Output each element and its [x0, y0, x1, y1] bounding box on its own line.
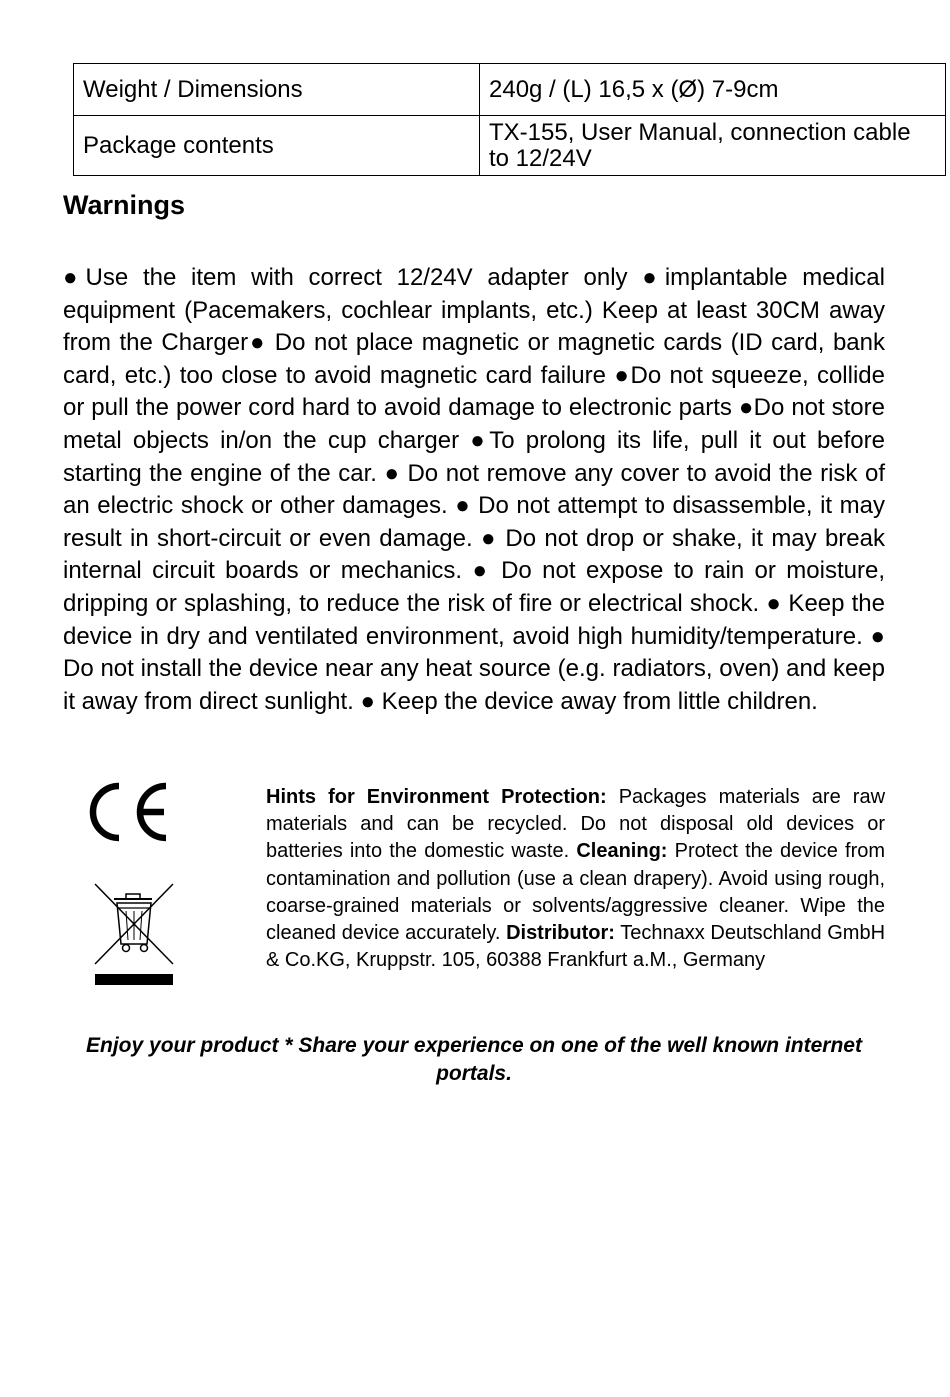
table-row — [74, 64, 946, 116]
spec-value: 240g / (L) 16,5 x (Ø) 7-9cm — [480, 64, 946, 116]
warnings-heading: Warnings — [63, 190, 186, 220]
crossed-out-wheelie-bin-icon — [92, 882, 176, 988]
table-row — [74, 116, 946, 176]
distributor-text: Technaxx Deutschland GmbH & Co.KG, Kruppstr. 105, 60388 Frankfurt a.M., Germany — [266, 922, 886, 972]
enjoy-product-note: Enjoy your product * Share your experience on one of the well known internet portals. — [86, 1034, 862, 1085]
spec-table — [73, 63, 946, 176]
cleaning-label: Cleaning: — [576, 840, 668, 863]
environment-hints — [266, 784, 885, 974]
warnings-text: ●Use the item with correct 12/24V adapter only ●implantable medical equipment (Pacemakers, cochlear implants, etc.) Keep at least 30CM away from the Charger● Do not place magnetic or magnetic cards (ID card, bank card, etc.) too close to avoid magnetic card failure ●Do not squeeze, collide or pull the power cord hard to avoid damage to electronic parts ●Do not store metal objects in/on the cup charger ●To prolong its life, pull it out before starting the engine of the car. ● Do not remove any cover to avoid the risk of an electric shock or other damages. ● Do not attempt to disassemble, it may result in short-circuit or even damage. ● Do not drop or shake, it may break internal circuit boards or mechanics. ● Do not expose to rain or moisture, dripping or splashing, to reduce the risk of fire or electrical shock. ● Keep the device in dry and ventilated environment, avoid high humidity/temperature. ● Do not install the device near any heat source (e.g. radiators, oven) and keep it away from direct sunlight. ● Keep the device away from little children. — [63, 264, 885, 715]
cleaning-text: Protect the device from contamination and pollution (use a clean drapery). Avoid using rough, coarse-grained materials or solvents/aggressive cleaner. Wipe the cleaned device accurately. — [266, 840, 886, 945]
distributor-label: Distributor: — [506, 922, 615, 945]
spec-label: Package contents — [74, 116, 480, 176]
ce-mark-icon — [86, 780, 172, 844]
env-protection-label: Hints for Environment Protection: — [266, 786, 607, 808]
spec-value: TX-155, User Manual, connection cable to 12/24V — [480, 116, 946, 176]
spec-label: Weight / Dimensions — [74, 64, 480, 116]
env-protection-text: Packages materials are raw materials and can be recycled. Do not disposal old devices or batteries into the domestic waste. — [266, 786, 886, 863]
